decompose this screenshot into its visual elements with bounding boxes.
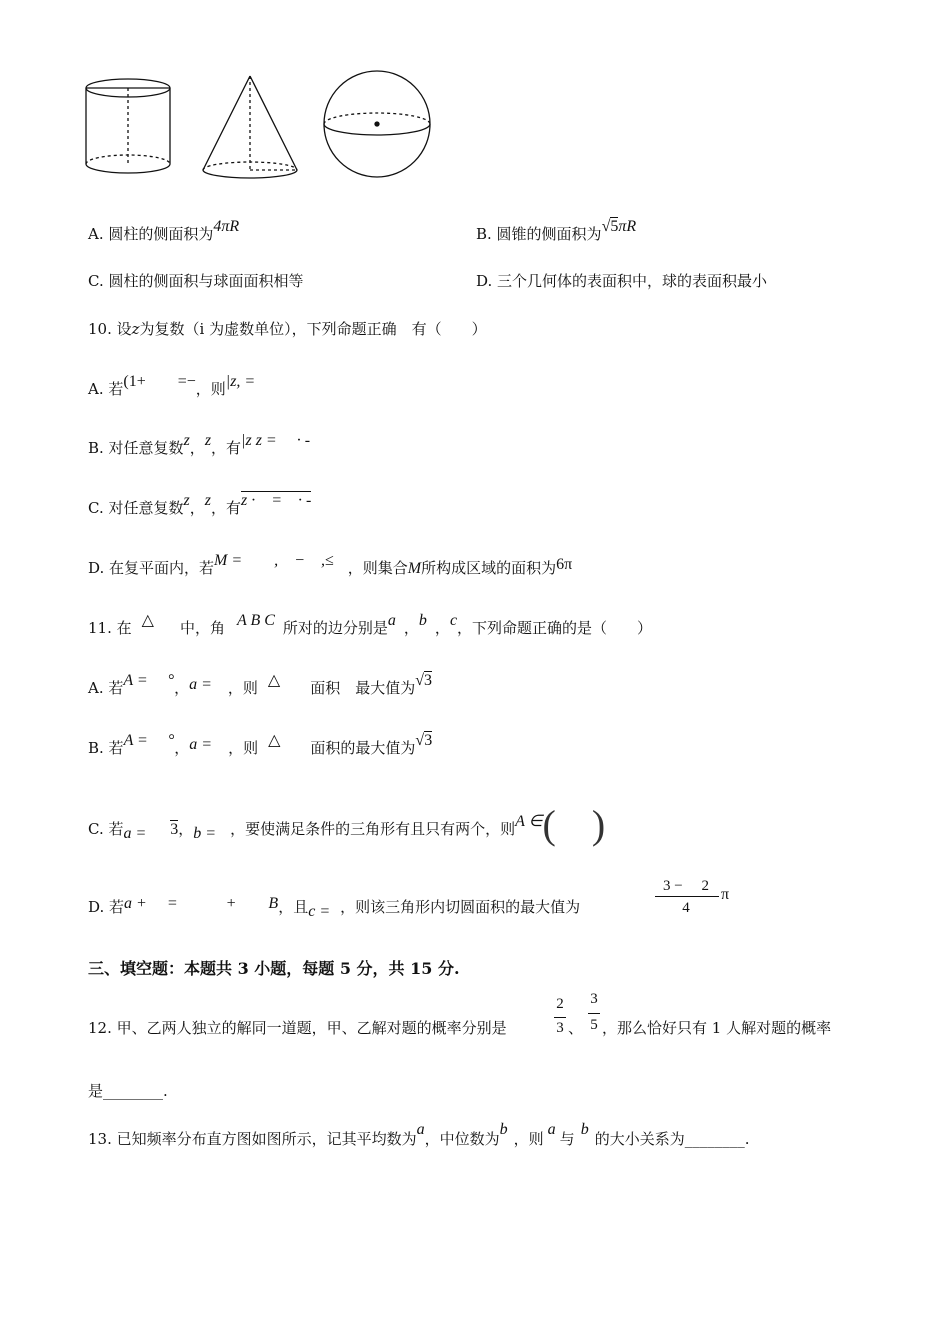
stem-text: 10. 设	[88, 320, 132, 338]
stem-text: ，则	[513, 1130, 544, 1148]
triangle-symbol: △	[141, 612, 154, 629]
angle-labels: A B C	[236, 612, 275, 629]
sqrt-radicand: 3	[424, 672, 432, 689]
geometry-figures	[80, 66, 450, 191]
variable: a	[387, 612, 396, 629]
q12-stem-lead: 12. 甲、乙两人独立的解同一道题，甲、乙解对题的概率分别是	[88, 1019, 507, 1037]
q11-d-frac-num: 3 − 2	[663, 878, 709, 894]
option-text: D. 在复平面内，若	[88, 559, 215, 577]
variable: z	[204, 432, 212, 449]
option-text: B. 若	[88, 739, 124, 757]
cone-figure	[203, 76, 297, 178]
triangle-symbol: △	[268, 732, 281, 749]
q10-option-c	[88, 492, 312, 519]
q12-frac2-den: 5	[590, 1017, 598, 1033]
q9-option-d: D. 三个几何体的表面积中，球的表面积最小	[476, 272, 768, 290]
option-text: 面积 最大值为	[310, 679, 416, 697]
stem-text: 11. 在	[88, 619, 132, 637]
punctuation: ，	[189, 499, 205, 517]
q9-option-c: C. 圆柱的侧面积与球面面积相等	[88, 272, 304, 290]
punctuation: ，	[174, 739, 190, 757]
sqrt-radicand: 5	[610, 218, 619, 235]
q10-option-a	[88, 373, 256, 400]
stem-text: ，下列命题正确的是（ ）	[457, 619, 653, 637]
variable: z	[131, 320, 140, 338]
q12-frac1-num: 2	[556, 996, 564, 1012]
stem-text: 所对的边分别是	[282, 619, 388, 637]
variable: c	[449, 612, 458, 629]
option-text: 所构成区域的面积为	[421, 559, 557, 577]
variable: z	[183, 492, 190, 509]
q12-frac1-den: 3	[556, 1020, 564, 1036]
option-text: 面积的最大值为	[310, 739, 416, 757]
q12-answer-line: 是________.	[88, 1082, 168, 1100]
punctuation: ，	[189, 439, 205, 457]
stem-text: 与	[559, 1130, 575, 1148]
option-text: ，要使满足条件的三角形有且只有两个，则	[230, 820, 516, 838]
option-text: B. 圆锥的侧面积为	[476, 225, 602, 243]
variable: b	[418, 612, 427, 629]
q12-frac1-line	[554, 1017, 566, 1018]
variable: b	[499, 1121, 508, 1138]
math-expression: |z z = · -	[241, 432, 311, 449]
section-title: 三、填空题：本题共 3 小题，每题 5 分，共 15 分.	[88, 959, 460, 978]
math-expression: 4πR	[213, 218, 240, 235]
math-expression: A = °	[123, 732, 175, 749]
q11-d-pi: π	[721, 886, 730, 903]
q11-d-frac-den: 4	[682, 900, 690, 916]
math-expression: 6π	[556, 556, 573, 573]
math-expression: a =	[189, 676, 212, 693]
variable: z	[183, 432, 190, 449]
stem-text: 中，角	[179, 619, 225, 637]
option-text: ，且	[278, 898, 309, 916]
option-text: A. 圆柱的侧面积为	[88, 225, 214, 243]
option-text: ，则该三角形内切圆面积的最大值为	[340, 898, 581, 916]
stem-text: 为复数（i 为虚数单位），下列命题正确 有（ ）	[139, 320, 487, 338]
math-expression: c =	[308, 903, 331, 920]
math-expression: (1+ =−	[123, 373, 196, 390]
math-expression: z · = · -	[240, 492, 312, 509]
q11-option-d	[88, 897, 580, 918]
stem-text: 的大小关系为________.	[594, 1130, 750, 1148]
variable: a	[547, 1121, 556, 1138]
q9-option-a	[88, 218, 240, 245]
punctuation: ，	[178, 820, 194, 838]
stem-text: 13. 已知频率分布直方图如图所示，记其平均数为	[88, 1130, 417, 1148]
option-text: ，有	[211, 439, 242, 457]
math-expression: |z, =	[225, 373, 256, 390]
option-text: ，有	[210, 499, 241, 517]
q11-d-frac-line	[655, 896, 719, 897]
q13-stem	[88, 1121, 750, 1150]
math-expression: b =	[193, 825, 217, 842]
option-text: A. 若	[88, 380, 124, 398]
math-expression: A ∈	[515, 813, 543, 830]
sqrt-radicand: 3	[170, 821, 179, 838]
option-text: A. 若	[88, 679, 124, 697]
math-expression: a =	[123, 825, 147, 842]
option-text: B. 对任意复数	[88, 439, 184, 457]
option-text: C. 对任意复数	[88, 499, 184, 517]
left-paren-large: (	[542, 802, 556, 847]
math-expression: a =	[189, 736, 213, 753]
option-text: ，则集合	[347, 559, 408, 577]
q11-stem	[88, 612, 653, 639]
triangle-symbol: △	[267, 672, 281, 689]
stem-text: ，中位数为	[424, 1130, 500, 1148]
math-expression: πR	[618, 218, 637, 235]
punctuation: ，	[174, 679, 190, 697]
punctuation: ，	[403, 619, 419, 637]
variable: M	[407, 560, 422, 577]
q10-option-b	[88, 432, 311, 459]
q12-stem-tail: ，那么恰好只有 1 人解对题的概率	[602, 1019, 832, 1037]
option-text: ，则	[228, 739, 259, 757]
q12-frac2-num: 3	[590, 991, 598, 1007]
q12-sep: 、	[568, 1019, 584, 1037]
q12-frac2-line	[588, 1013, 600, 1014]
right-paren-large: )	[591, 802, 606, 847]
math-expression: a + = + B	[124, 895, 279, 912]
math-expression: A = °	[123, 672, 175, 689]
q11-option-b: B. 若A = °，a = ，则 △ 面积的最大值为√3	[88, 732, 433, 757]
q11-option-c	[88, 802, 606, 847]
q10-stem	[88, 319, 487, 339]
sphere-figure	[324, 71, 430, 177]
q9-option-b: B. 圆锥的侧面积为√5πR	[476, 218, 637, 243]
sqrt-radicand: 3	[424, 732, 433, 749]
q11-option-a: A. 若A = °，a = ，则 △ 面积 最大值为√3	[88, 672, 432, 697]
punctuation: ，	[434, 619, 450, 637]
math-expression: M = , − ,≤	[214, 552, 334, 569]
variable: z	[204, 492, 211, 509]
cylinder-figure	[86, 79, 170, 173]
q10-option-d	[88, 552, 573, 579]
variable: a	[416, 1121, 425, 1138]
option-text: ，则	[195, 380, 226, 398]
variable: b	[580, 1121, 589, 1138]
option-text: C. 若	[88, 820, 124, 838]
option-text: D. 若	[88, 898, 125, 916]
option-text: ，则	[227, 679, 258, 697]
